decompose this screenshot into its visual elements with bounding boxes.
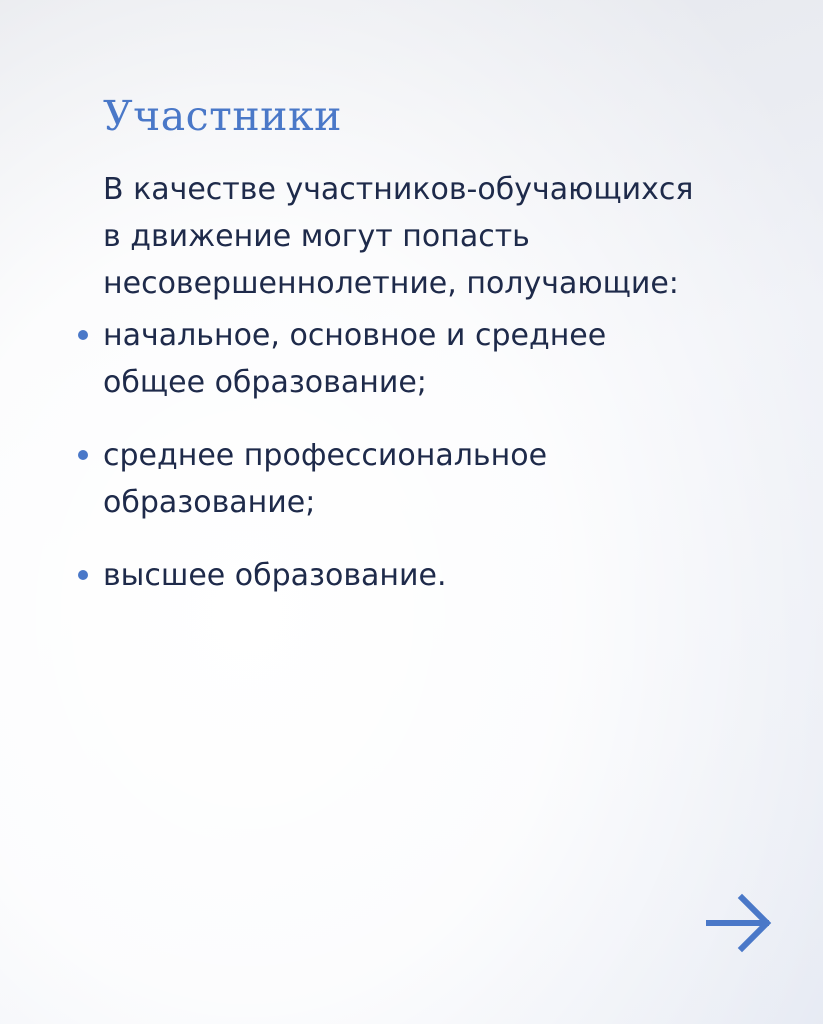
intro-line: в движение могут попасть: [103, 219, 530, 254]
intro-line: несовершеннолетние, получающие:: [103, 266, 679, 301]
list-item: [78, 312, 778, 406]
slide-title: Участники: [103, 92, 342, 140]
bullet-dot-icon: [78, 450, 88, 460]
education-list: [78, 312, 778, 625]
bullet-dot-icon: [78, 570, 88, 580]
list-item-line: общее образование;: [103, 365, 427, 400]
list-item-line: среднее профессиональное: [103, 438, 548, 473]
arrow-right-icon: [706, 892, 772, 954]
list-item-line: высшее образование.: [103, 558, 447, 593]
list-item: [78, 432, 778, 526]
intro-text: [103, 166, 783, 307]
list-item: [78, 552, 778, 599]
intro-line: В качестве участников-обучающихся: [103, 172, 694, 207]
list-item-line: начальное, основное и среднее: [103, 318, 607, 353]
list-item-line: образование;: [103, 485, 316, 520]
next-slide-button[interactable]: [706, 892, 772, 954]
bullet-dot-icon: [78, 330, 88, 340]
